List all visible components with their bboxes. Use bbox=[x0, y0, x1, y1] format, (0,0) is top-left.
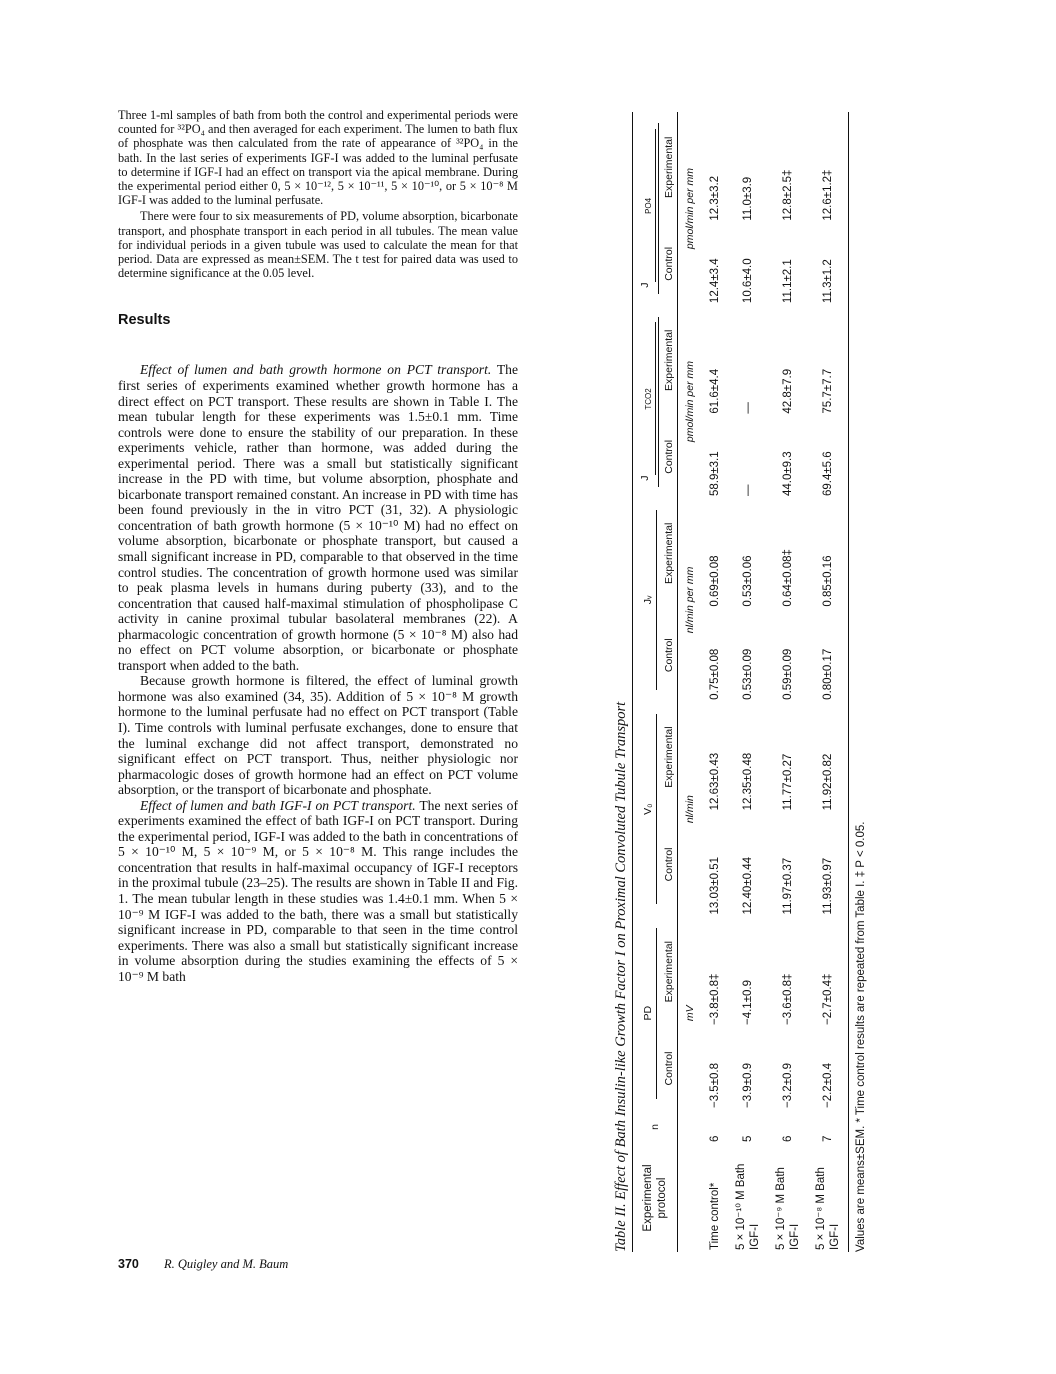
cell: 58.9±3.1 bbox=[709, 451, 722, 497]
cell: 10.6±4.0 bbox=[742, 258, 755, 304]
cell: 12.35±0.48 bbox=[742, 752, 755, 811]
cell: 11.97±0.37 bbox=[782, 857, 795, 915]
table-row bbox=[728, 112, 768, 1252]
cell: 12.4±3.4 bbox=[709, 258, 722, 304]
cell: — bbox=[742, 484, 755, 497]
cell: −3.2±0.9 bbox=[782, 1062, 795, 1108]
unit-jpo4: pmol/min per mm bbox=[684, 167, 697, 250]
authors: R. Quigley and M. Baum bbox=[163, 1257, 289, 1271]
cell: 13.03±0.51 bbox=[709, 856, 722, 915]
results-paragraph-3-title: Effect of lumen and bath IGF-I on PCT transport. bbox=[140, 797, 416, 813]
header-experimental: Experimental bbox=[663, 136, 676, 198]
cell: 44.0±9.3 bbox=[782, 451, 795, 497]
row-protocol: 5 × 10⁻⁹ M Bath IGF-I bbox=[775, 1167, 802, 1250]
table-ii bbox=[610, 112, 880, 1252]
cell: 61.6±4.4 bbox=[709, 368, 722, 414]
unit-jv: nl/min per mm bbox=[684, 566, 697, 634]
cell: 0.80±0.17 bbox=[822, 648, 835, 700]
cell: 0.75±0.08 bbox=[709, 648, 722, 700]
methods-paragraph-2: There were four to six measurements of PD, volume absorption, bicarbonate transport, and phosphate transport in each period in all tubules. The mean value for individual periods in a given tubule was used to calculate the mean for that period. Data are expressed as mean±SEM. The t test for paired data was used to determine significance at the 0.05 level. bbox=[118, 209, 518, 281]
methods-paragraph-1: Three 1-ml samples of bath from both the control and experimental periods were counted for ³²PO₄ and then averaged for each experiment. The lumen to bath flux of phosphate was then calculated from the rate of appearance of ³²PO₄ in the bath. In the last series of experiments IGF-I was added to the luminal perfusate to determine if IGF-I had an effect on transport via the apical membrane. During the experimental period either 0, 5 × 10⁻¹², 5 × 10⁻¹¹, 5 × 10⁻¹⁰, or 5 × 10⁻⁸ M IGF-I was added to the luminal perfusate. bbox=[118, 108, 518, 208]
header-experimental: Experimental bbox=[663, 329, 676, 391]
row-n: 7 bbox=[822, 1135, 835, 1142]
header-group-jpo4: JPO4 bbox=[633, 112, 661, 305]
cell: 11.1±2.1 bbox=[782, 259, 795, 304]
header-experimental: Experimental bbox=[663, 726, 676, 788]
row-protocol: 5 × 10⁻¹⁰ M Bath IGF-I bbox=[735, 1163, 762, 1250]
header-control: Control bbox=[663, 638, 676, 673]
table-title: Table II. Effect of Bath Insulin-like Growth Factor I on Proximal Convoluted Tubule Transport bbox=[613, 701, 629, 1252]
cell: — bbox=[742, 402, 755, 414]
cell: −3.5±0.8 bbox=[709, 1062, 722, 1108]
header-group-v0: V₀ bbox=[633, 702, 661, 917]
cell: −3.8±0.8‡ bbox=[709, 973, 722, 1025]
unit-v0: nl/min bbox=[684, 795, 697, 824]
cell: 0.53±0.09 bbox=[742, 648, 755, 700]
results-paragraph-3 bbox=[118, 798, 518, 985]
header-group-pd: PD bbox=[633, 916, 661, 1110]
cell: 0.53±0.06 bbox=[742, 555, 755, 607]
cell: 12.6±1.2‡ bbox=[822, 169, 835, 221]
header-experimental: Experimental bbox=[663, 941, 676, 1003]
cell: 42.8±7.9 bbox=[782, 368, 795, 414]
unit-jtco2: pmol/min per mm bbox=[684, 361, 697, 443]
header-control: Control bbox=[663, 246, 676, 281]
row-n: 6 bbox=[709, 1135, 722, 1142]
cell: 0.85±0.16 bbox=[822, 555, 835, 607]
results-paragraph-1-title: Effect of lumen and bath growth hormone on PCT transport. bbox=[140, 362, 492, 378]
cell: 11.93±0.97 bbox=[822, 857, 835, 915]
cell: 11.92±0.82 bbox=[822, 753, 835, 811]
row-n: 6 bbox=[782, 1135, 795, 1142]
cell: 69.4±5.6 bbox=[822, 451, 835, 497]
cell: 11.3±1.2 bbox=[822, 259, 835, 304]
row-protocol: 5 × 10⁻⁸ M Bath IGF-I bbox=[815, 1167, 842, 1250]
table-footnote: Values are means±SEM. * Time control results are repeated from Table I. ‡ P < 0.05. bbox=[855, 821, 868, 1252]
results-paragraph-1 bbox=[118, 362, 518, 673]
header-control: Control bbox=[663, 439, 676, 474]
cell: 11.77±0.27 bbox=[782, 753, 795, 811]
cell: 12.3±3.2 bbox=[709, 175, 722, 221]
results-paragraph-1-body: The first series of experiments examined whether growth hormone has a direct effect on PCT transport. These results are shown in Table I. The mean tubular length for these experiments was 1.5±0.1 mm. Time controls were done to ensure the stability of our preparation. In these experiments vehicle, rather than hormone, was added during the experimental period. There was a small but statistically significant increase in the PD with time, but volume absorption, phosphate and bicarbonate transport remained constant. An increase in PD with time has been found previously in the in vitro PCT (31, 32). A physiologic concentration of bath growth hormone (5 × 10⁻¹⁰ M) had no effect on volume absorption, bicarbonate or phosphate transport, but caused a small significant increase in PD, comparable to that observed in the time control studies. The concentration of growth hormone used was similar to peak plasma levels in humans during puberty (33), and to the concentration that caused half-maximal stimulation of phospholipase C activity in canine proximal tubular basolateral membranes (22). A pharmacologic concentration of growth hormone (5 × 10⁻⁸ M) also had no effect on PCT volume absorption, or bicarbonate or phosphate transport when added to the bath. bbox=[118, 362, 518, 673]
cell: −2.7±0.4‡ bbox=[822, 973, 835, 1025]
cell: −3.6±0.8‡ bbox=[782, 973, 795, 1025]
cell: 11.0±3.9 bbox=[742, 176, 755, 221]
table-row bbox=[808, 112, 849, 1252]
row-protocol: Time control* bbox=[709, 1182, 722, 1250]
header-control: Control bbox=[663, 1051, 676, 1086]
unit-pd: mV bbox=[684, 1005, 697, 1022]
row-n: 5 bbox=[742, 1135, 755, 1142]
results-paragraph-2: Because growth hormone is filtered, the effect of luminal growth hormone was also examined (34, 35). Addition of 5 × 10⁻⁸ M growth hormone to the luminal perfusate had no effect on PCT transport (Table I). Time controls with luminal perfusate exchanges, done to ensure that the luminal exchange did not affect transport, demonstrated no significant effect on PCT transport. Thus, neither physiologic nor pharmacologic doses of growth hormone had an effect on PCT volume absorption, or the transport of bicarbonate and phosphate. bbox=[118, 673, 518, 798]
results-paragraph-3-body: The next series of experiments examined the effect of bath IGF-I on PCT transport. During the experimental period, IGF-I was added to the bath in concentrations of 5 × 10⁻¹⁰ M, 5 × 10⁻⁹ M, or 5 × 10⁻⁸ M. This range includes the concentration that results in half-maximal occupancy of IGF-I receptors in the proximal tubule (23–25). The results are shown in Table II and Fig. 1. The mean tubular length in these studies was 1.4±0.1 mm. When 5 × 10⁻⁹ M IGF-I was added to the bath, there was a small but statistically significant increase in PD, comparable to that seen in the time control experiments. There was also a small but statistically significant increase in volume absorption during the studies examining the effects of 5 × 10⁻⁹ M bath bbox=[118, 797, 518, 984]
results-heading: Results bbox=[118, 312, 171, 329]
cell: 12.40±0.44 bbox=[742, 856, 755, 915]
header-group-jv: Jᵥ bbox=[633, 498, 661, 702]
cell: 12.63±0.43 bbox=[709, 752, 722, 811]
page-footer bbox=[118, 1257, 288, 1272]
cell: 0.69±0.08 bbox=[709, 555, 722, 607]
cell: −3.9±0.9 bbox=[742, 1062, 755, 1108]
table-row bbox=[768, 112, 808, 1252]
data-table bbox=[633, 112, 849, 1252]
header-n: n bbox=[649, 1124, 662, 1130]
page-number: 370 bbox=[118, 1257, 139, 1271]
header-group-jtco2: JTCO2 bbox=[633, 305, 661, 498]
cell: −2.2±0.4 bbox=[822, 1062, 835, 1108]
header-protocol: Experimental protocol bbox=[642, 1164, 669, 1232]
table-row bbox=[702, 112, 728, 1252]
cell: −4.1±0.9 bbox=[742, 979, 755, 1025]
cell: 75.7±7.7 bbox=[822, 368, 835, 414]
header-control: Control bbox=[663, 847, 676, 882]
header-experimental: Experimental bbox=[663, 522, 676, 584]
text-column bbox=[118, 108, 518, 984]
cell: 12.8±2.5‡ bbox=[782, 169, 795, 221]
cell: 0.59±0.09 bbox=[782, 648, 795, 700]
cell: 0.64±0.08‡ bbox=[782, 549, 795, 607]
